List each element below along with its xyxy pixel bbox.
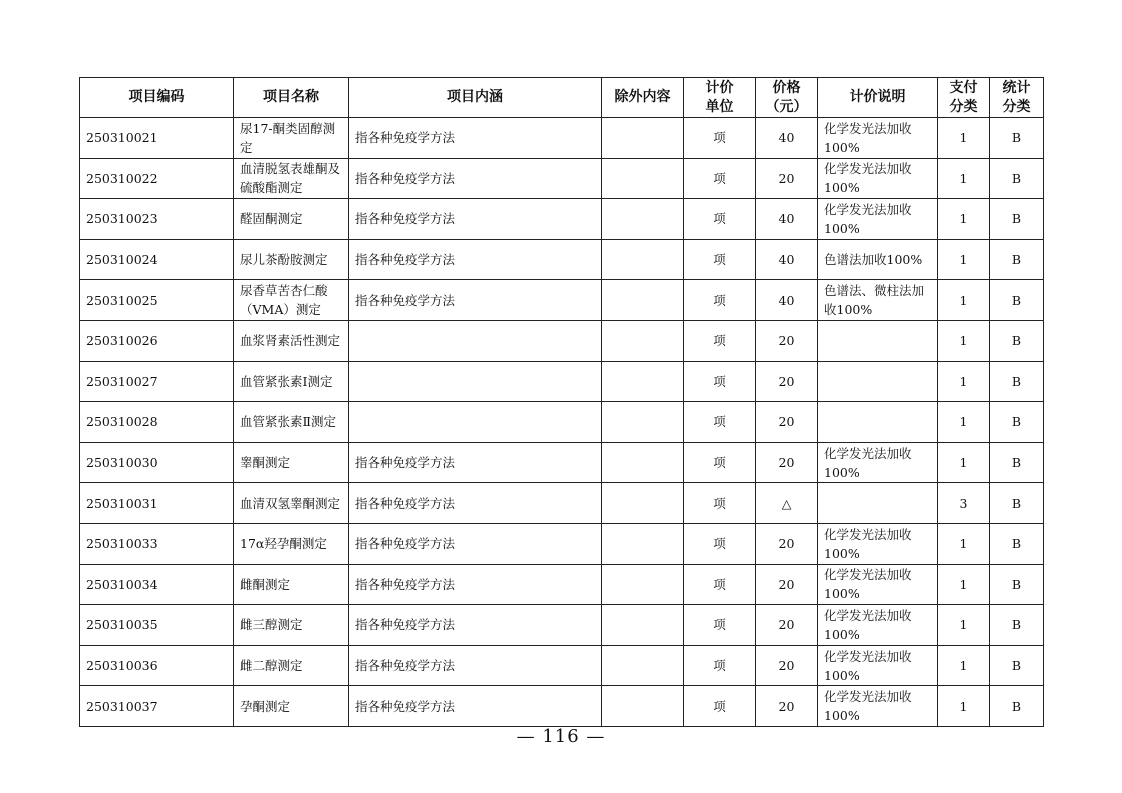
header-price: 价格 （元） xyxy=(756,78,818,118)
cell-price: 40 xyxy=(756,280,818,321)
cell-price: 20 xyxy=(756,605,818,646)
cell-note: 化学发光法加收100% xyxy=(818,686,938,727)
table-row xyxy=(80,361,1044,402)
cell-content: 指各种免疫学方法 xyxy=(349,118,602,159)
cell-code: 250310027 xyxy=(80,361,234,402)
cell-stat: B xyxy=(990,280,1044,321)
table-row xyxy=(80,523,1044,564)
cell-code: 250310028 xyxy=(80,402,234,443)
table-row xyxy=(80,158,1044,199)
cell-pay: 1 xyxy=(938,402,990,443)
cell-name: 尿儿茶酚胺测定 xyxy=(234,239,349,280)
cell-note: 化学发光法加收100% xyxy=(818,605,938,646)
cell-exclude xyxy=(602,402,684,443)
cell-name: 血管紧张素Ⅰ测定 xyxy=(234,361,349,402)
cell-price: 20 xyxy=(756,158,818,199)
cell-pay: 1 xyxy=(938,686,990,727)
cell-name: 醛固酮测定 xyxy=(234,199,349,240)
cell-unit: 项 xyxy=(684,361,756,402)
cell-unit: 项 xyxy=(684,483,756,524)
cell-code: 250310023 xyxy=(80,199,234,240)
cell-pay: 3 xyxy=(938,483,990,524)
cell-unit: 项 xyxy=(684,199,756,240)
cell-pay: 1 xyxy=(938,320,990,361)
cell-unit: 项 xyxy=(684,523,756,564)
cell-code: 250310021 xyxy=(80,118,234,159)
cell-pay: 1 xyxy=(938,564,990,605)
cell-code: 250310026 xyxy=(80,320,234,361)
cell-name: 雌酮测定 xyxy=(234,564,349,605)
cell-exclude xyxy=(602,320,684,361)
cell-code: 250310035 xyxy=(80,605,234,646)
table-row xyxy=(80,199,1044,240)
header-code: 项目编码 xyxy=(80,78,234,118)
cell-note: 色谱法加收100% xyxy=(818,239,938,280)
cell-exclude xyxy=(602,483,684,524)
table-row xyxy=(80,483,1044,524)
cell-content: 指各种免疫学方法 xyxy=(349,199,602,240)
cell-note xyxy=(818,483,938,524)
cell-note: 化学发光法加收100% xyxy=(818,118,938,159)
cell-unit: 项 xyxy=(684,239,756,280)
cell-price: 20 xyxy=(756,645,818,686)
cell-price: 20 xyxy=(756,686,818,727)
table-row xyxy=(80,605,1044,646)
header-stat: 统计 分类 xyxy=(990,78,1044,118)
cell-note: 化学发光法加收100% xyxy=(818,564,938,605)
table-row xyxy=(80,320,1044,361)
cell-content: 指各种免疫学方法 xyxy=(349,483,602,524)
cell-price: 20 xyxy=(756,402,818,443)
cell-pay: 1 xyxy=(938,239,990,280)
cell-pay: 1 xyxy=(938,523,990,564)
cell-content: 指各种免疫学方法 xyxy=(349,280,602,321)
cell-stat: B xyxy=(990,442,1044,483)
cell-exclude xyxy=(602,239,684,280)
cell-price: 40 xyxy=(756,239,818,280)
cell-note: 化学发光法加收100% xyxy=(818,158,938,199)
cell-code: 250310036 xyxy=(80,645,234,686)
header-pay: 支付 分类 xyxy=(938,78,990,118)
cell-price: 20 xyxy=(756,523,818,564)
cell-content: 指各种免疫学方法 xyxy=(349,239,602,280)
cell-exclude xyxy=(602,118,684,159)
cell-name: 尿香草苦杏仁酸（VMA）测定 xyxy=(234,280,349,321)
cell-name: 雌二醇测定 xyxy=(234,645,349,686)
page-number: — 116 — xyxy=(516,726,606,747)
table-row xyxy=(80,442,1044,483)
cell-unit: 项 xyxy=(684,686,756,727)
cell-name: 血清双氢睾酮测定 xyxy=(234,483,349,524)
cell-code: 250310030 xyxy=(80,442,234,483)
cell-pay: 1 xyxy=(938,199,990,240)
cell-note: 化学发光法加收100% xyxy=(818,523,938,564)
cell-price: 40 xyxy=(756,199,818,240)
cell-stat: B xyxy=(990,199,1044,240)
cell-note xyxy=(818,402,938,443)
cell-stat: B xyxy=(990,239,1044,280)
table-row xyxy=(80,118,1044,159)
cell-pay: 1 xyxy=(938,605,990,646)
cell-exclude xyxy=(602,442,684,483)
cell-unit: 项 xyxy=(684,402,756,443)
cell-name: 17α羟孕酮测定 xyxy=(234,523,349,564)
cell-content xyxy=(349,402,602,443)
cell-unit: 项 xyxy=(684,280,756,321)
cell-content xyxy=(349,320,602,361)
cell-code: 250310033 xyxy=(80,523,234,564)
table-row xyxy=(80,645,1044,686)
cell-name: 雌三醇测定 xyxy=(234,605,349,646)
cell-stat: B xyxy=(990,320,1044,361)
cell-content: 指各种免疫学方法 xyxy=(349,158,602,199)
cell-name: 血管紧张素Ⅱ测定 xyxy=(234,402,349,443)
cell-stat: B xyxy=(990,483,1044,524)
cell-code: 250310031 xyxy=(80,483,234,524)
table-row xyxy=(80,564,1044,605)
cell-code: 250310025 xyxy=(80,280,234,321)
cell-unit: 项 xyxy=(684,564,756,605)
cell-pay: 1 xyxy=(938,442,990,483)
cell-unit: 项 xyxy=(684,442,756,483)
cell-note: 色谱法、微柱法加收100% xyxy=(818,280,938,321)
cell-code: 250310022 xyxy=(80,158,234,199)
cell-price: 20 xyxy=(756,320,818,361)
cell-content: 指各种免疫学方法 xyxy=(349,564,602,605)
table-row xyxy=(80,402,1044,443)
cell-exclude xyxy=(602,564,684,605)
cell-exclude xyxy=(602,645,684,686)
cell-content: 指各种免疫学方法 xyxy=(349,645,602,686)
cell-content: 指各种免疫学方法 xyxy=(349,686,602,727)
cell-stat: B xyxy=(990,523,1044,564)
cell-price: 20 xyxy=(756,564,818,605)
cell-exclude xyxy=(602,361,684,402)
cell-unit: 项 xyxy=(684,158,756,199)
cell-stat: B xyxy=(990,564,1044,605)
cell-name: 睾酮测定 xyxy=(234,442,349,483)
cell-note: 化学发光法加收100% xyxy=(818,199,938,240)
table-body xyxy=(80,118,1044,727)
cell-name: 血浆肾素活性测定 xyxy=(234,320,349,361)
cell-stat: B xyxy=(990,361,1044,402)
cell-stat: B xyxy=(990,605,1044,646)
cell-price: △ xyxy=(756,483,818,524)
cell-note: 化学发光法加收100% xyxy=(818,645,938,686)
cell-name: 孕酮测定 xyxy=(234,686,349,727)
cell-code: 250310037 xyxy=(80,686,234,727)
cell-price: 20 xyxy=(756,361,818,402)
table-row xyxy=(80,686,1044,727)
table-row xyxy=(80,280,1044,321)
cell-exclude xyxy=(602,199,684,240)
table-row xyxy=(80,239,1044,280)
cell-exclude xyxy=(602,523,684,564)
header-unit: 计价 单位 xyxy=(684,78,756,118)
cell-stat: B xyxy=(990,686,1044,727)
cell-name: 血清脱氢表雄酮及硫酸酯测定 xyxy=(234,158,349,199)
cell-note xyxy=(818,361,938,402)
cell-exclude xyxy=(602,158,684,199)
cell-content: 指各种免疫学方法 xyxy=(349,523,602,564)
cell-price: 40 xyxy=(756,118,818,159)
cell-content: 指各种免疫学方法 xyxy=(349,442,602,483)
cell-unit: 项 xyxy=(684,605,756,646)
cell-pay: 1 xyxy=(938,158,990,199)
cell-name: 尿17-酮类固醇测定 xyxy=(234,118,349,159)
cell-unit: 项 xyxy=(684,645,756,686)
cell-exclude xyxy=(602,605,684,646)
cell-content xyxy=(349,361,602,402)
header-content: 项目内涵 xyxy=(349,78,602,118)
cell-note: 化学发光法加收100% xyxy=(818,442,938,483)
header-name: 项目名称 xyxy=(234,78,349,118)
cell-exclude xyxy=(602,686,684,727)
cell-content: 指各种免疫学方法 xyxy=(349,605,602,646)
price-table xyxy=(79,77,1044,727)
cell-pay: 1 xyxy=(938,645,990,686)
cell-pay: 1 xyxy=(938,280,990,321)
table-header-row xyxy=(80,78,1044,118)
cell-code: 250310034 xyxy=(80,564,234,605)
header-exclude: 除外内容 xyxy=(602,78,684,118)
cell-unit: 项 xyxy=(684,320,756,361)
cell-pay: 1 xyxy=(938,118,990,159)
cell-stat: B xyxy=(990,118,1044,159)
cell-pay: 1 xyxy=(938,361,990,402)
cell-unit: 项 xyxy=(684,118,756,159)
cell-stat: B xyxy=(990,158,1044,199)
cell-price: 20 xyxy=(756,442,818,483)
cell-note xyxy=(818,320,938,361)
header-note: 计价说明 xyxy=(818,78,938,118)
cell-stat: B xyxy=(990,645,1044,686)
cell-stat: B xyxy=(990,402,1044,443)
cell-code: 250310024 xyxy=(80,239,234,280)
cell-exclude xyxy=(602,280,684,321)
